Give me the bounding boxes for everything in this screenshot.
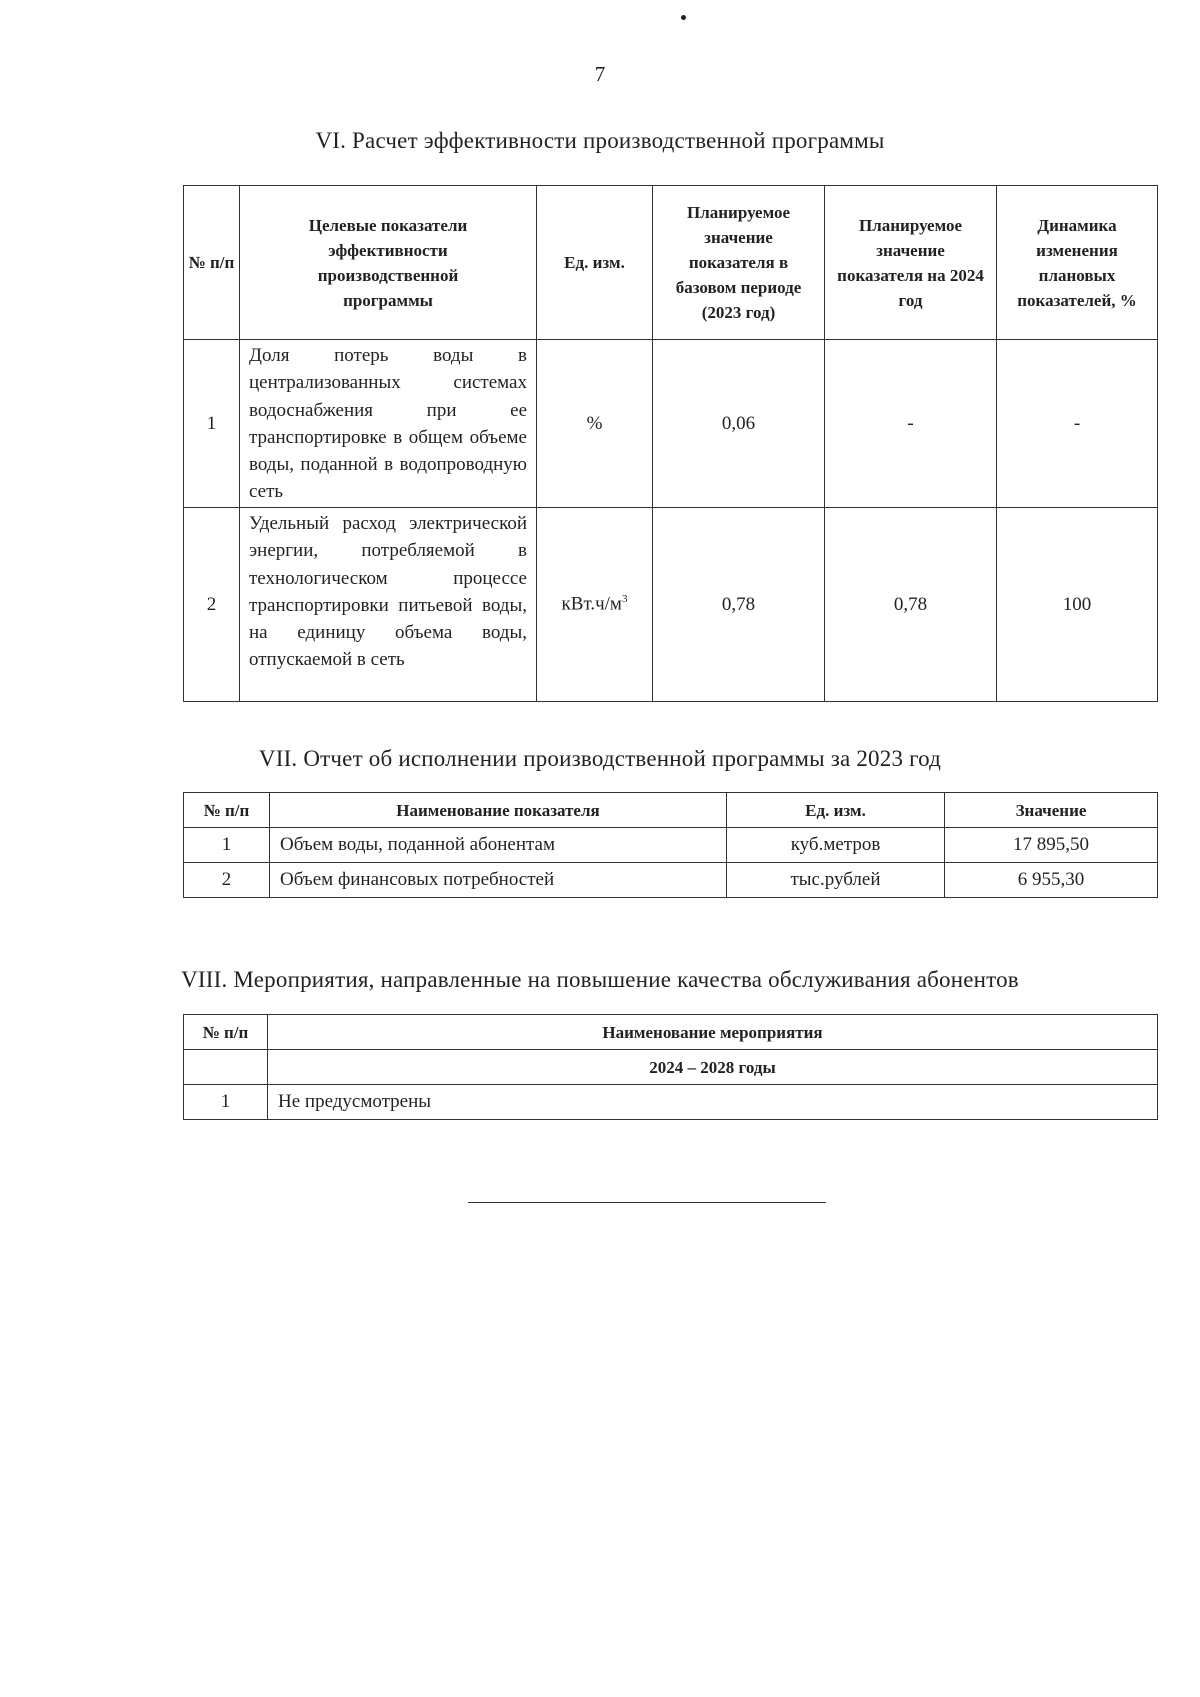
header-num: № п/п	[184, 186, 240, 340]
cell-name: Объем воды, поданной абонентам	[270, 828, 727, 863]
measures-table	[183, 1014, 1158, 1120]
page-number: 7	[594, 62, 606, 86]
header-indicator: Целевые показатели эффективности производственной программы	[240, 186, 537, 340]
cell-empty	[184, 1050, 268, 1085]
section7-title: VII. Отчет об исполнении производственной программы за 2023 год	[258, 746, 942, 771]
table-row	[184, 828, 1158, 863]
unit-text: кВт.ч/м	[561, 593, 622, 615]
header-value: Значение	[945, 793, 1158, 828]
cell-num: 1	[184, 1085, 268, 1120]
cell-base: 0,78	[653, 508, 825, 702]
table-header-row	[184, 793, 1158, 828]
header-num: № п/п	[184, 793, 270, 828]
cell-num: 2	[184, 863, 270, 898]
table-row	[184, 863, 1158, 898]
cell-plan: 0,78	[825, 508, 997, 702]
closing-divider	[468, 1202, 826, 1203]
table-row	[184, 340, 1158, 508]
cell-dynamics: -	[997, 340, 1158, 508]
header-plan: Планируемое значение показателя на 2024 год	[825, 186, 997, 340]
ink-dot	[680, 14, 686, 20]
cell-unit: тыс.рублей	[727, 863, 945, 898]
header-num: № п/п	[184, 1015, 268, 1050]
table-header-row	[184, 186, 1158, 340]
table-row	[184, 508, 1158, 702]
section6-title: VI. Расчет эффективности производственной программы	[315, 128, 885, 153]
header-name: Наименование мероприятия	[268, 1015, 1158, 1050]
header-base: Планируемое значение показателя в базовом периоде (2023 год)	[653, 186, 825, 340]
header-unit: Ед. изм.	[727, 793, 945, 828]
cell-unit: куб.метров	[727, 828, 945, 863]
table-row	[184, 1085, 1158, 1120]
cell-indicator: Удельный расход электрической энергии, потребляемой в технологическом процессе транспортировки питьевой воды, на единицу объема воды, отпускаемой в сеть	[240, 508, 537, 702]
table-header-row	[184, 1015, 1158, 1050]
report-table	[183, 792, 1158, 898]
section8-title: VIII. Мероприятия, направленные на повышение качества обслуживания абонентов	[181, 967, 1019, 992]
cell-num: 1	[184, 828, 270, 863]
cell-name: Объем финансовых потребностей	[270, 863, 727, 898]
period-label: 2024 – 2028 годы	[268, 1050, 1158, 1085]
cell-value: 17 895,50	[945, 828, 1158, 863]
cell-base: 0,06	[653, 340, 825, 508]
header-unit: Ед. изм.	[537, 186, 653, 340]
cell-num: 1	[184, 340, 240, 508]
period-row	[184, 1050, 1158, 1085]
cell-plan: -	[825, 340, 997, 508]
unit-superscript: 3	[621, 593, 628, 606]
header-dynamics: Динамика изменения плановых показателей, %	[997, 186, 1158, 340]
cell-unit	[537, 508, 653, 702]
cell-dynamics: 100	[997, 508, 1158, 702]
cell-num: 2	[184, 508, 240, 702]
efficiency-table	[183, 185, 1158, 702]
header-name: Наименование показателя	[270, 793, 727, 828]
cell-unit: %	[537, 340, 653, 508]
cell-indicator: Доля потерь воды в централизованных системах водоснабжения при ее транспортировке в общем объеме воды, поданной в водопроводную сеть	[240, 340, 537, 508]
cell-name: Не предусмотрены	[268, 1085, 1158, 1120]
cell-value: 6 955,30	[945, 863, 1158, 898]
